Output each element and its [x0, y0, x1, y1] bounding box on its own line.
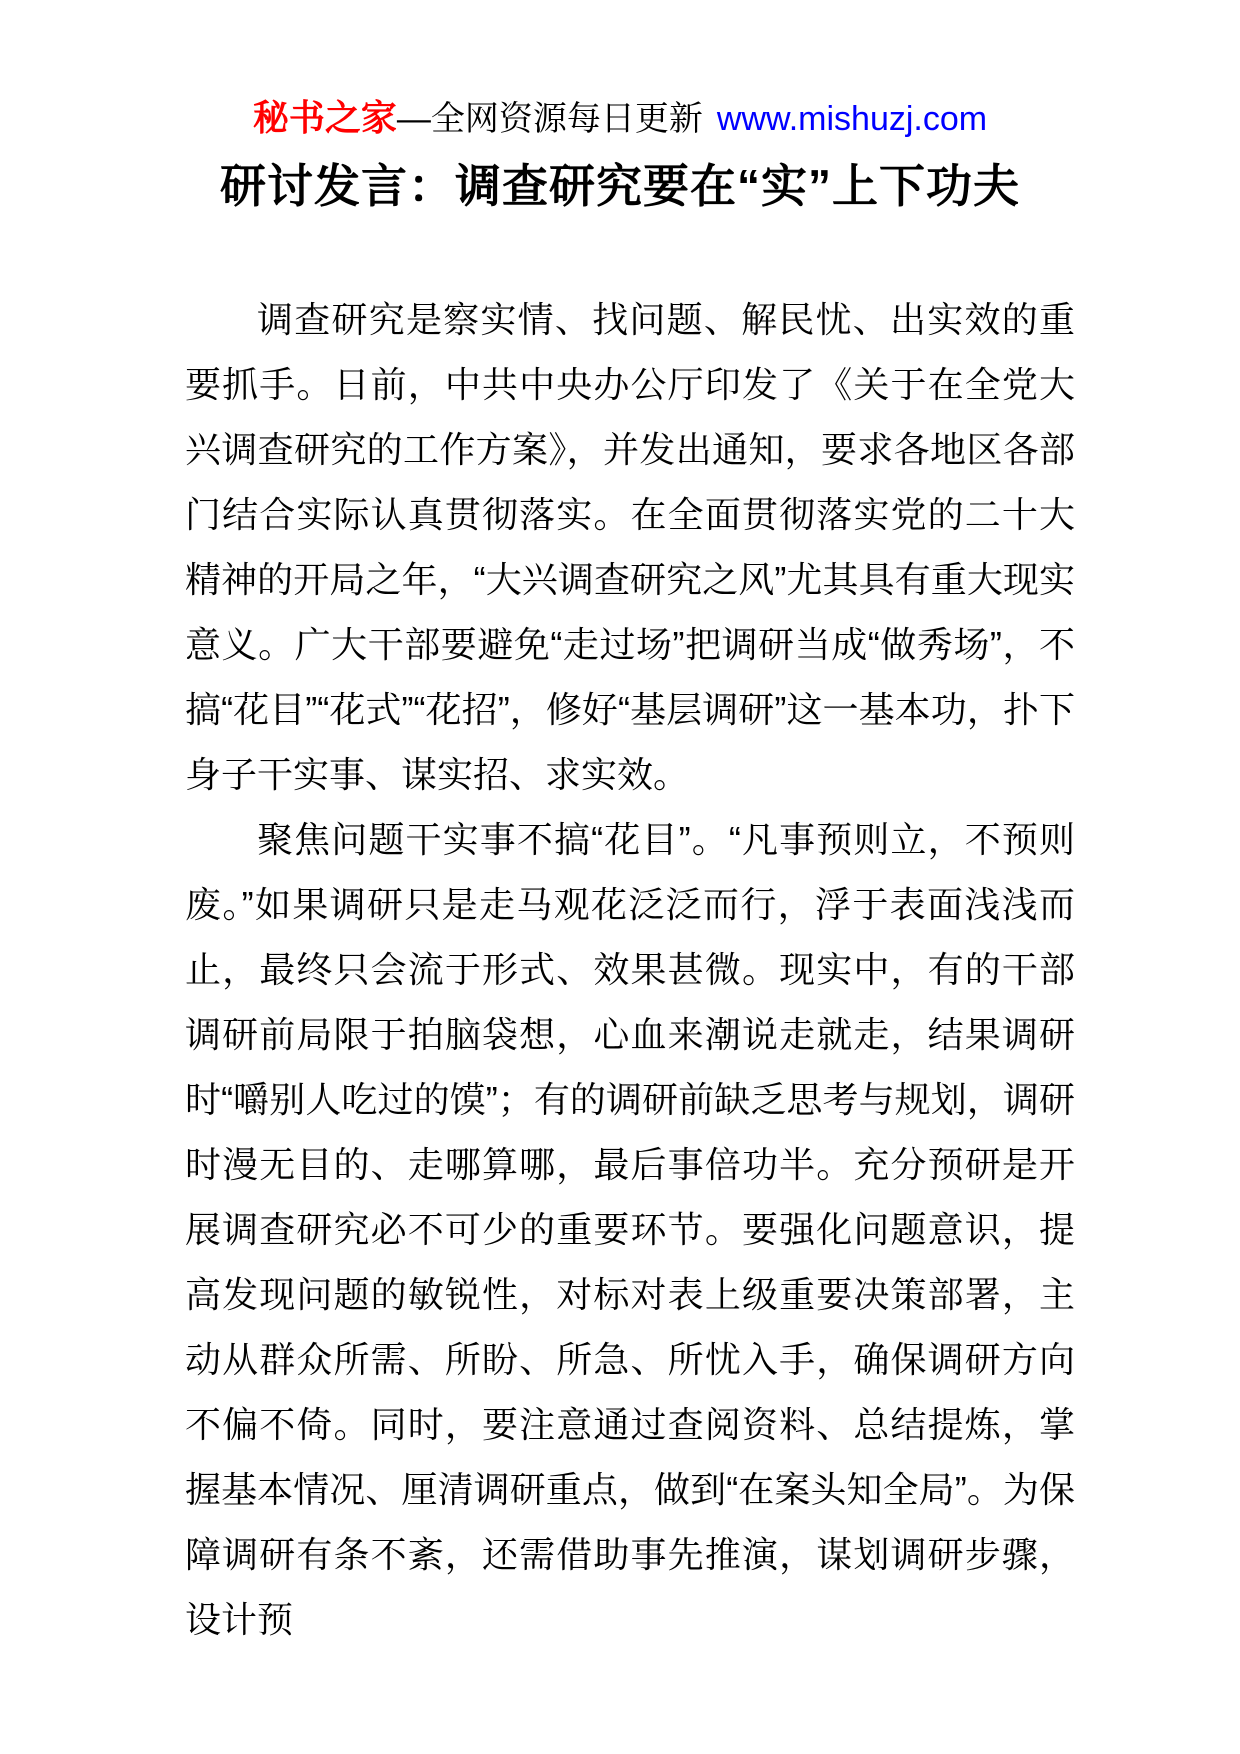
document-body [0, 287, 1240, 1652]
document-title: 研讨发言：调查研究要在“实”上下功夫 [220, 160, 1020, 212]
header-tagline: 全网资源每日更新 [430, 100, 703, 138]
paragraph-1: 调查研究是察实情、找问题、解民忧、出实效的重要抓手。日前，中共中央办公厅印发了《关于在全党大兴调查研究的工作方案》，并发出通知，要求各地区各部门结合实际认真贯彻落实。在全面贯彻落实党的二十大精神的开局之年，“大兴调查研究之风”尤其具有重大现实意义。广大干部要避免“走过场”把调研当成“做秀场”，不搞“花目”“花式”“花招”，修好“基层调研”这一基本功，扑下身子干实事、谋实招、求实效。 [185, 299, 1075, 795]
site-url-link[interactable]: www.mishuzj.com [716, 100, 988, 138]
site-name: 秘书之家 [252, 97, 397, 138]
paragraph-2: 聚焦问题干实事不搞“花目”。“凡事预则立，不预则废。”如果调研只是走马观花泛泛而行，浮于表面浅浅而止，最终只会流于形式、效果甚微。现实中，有的干部调研前局限于拍脑袋想，心血来潮说走就走，结果调研时“嚼别人吃过的馍”；有的调研前缺乏思考与规划，调研时漫无目的、走哪算哪，最后事倍功半。充分预研是开展调查研究必不可少的重要环节。要强化问题意识，提高发现问题的敏锐性，对标对表上级重要决策部署，主动从群众所需、所盼、所急、所忧入手，确保调研方向不偏不倚。同时，要注意通过查阅资料、总结提炼，掌握基本情况、厘清调研重点，做到“在案头知全局”。为保障调研有条不紊，还需借助事先推演，谋划调研步骤，设计预 [185, 819, 1075, 1640]
header-separator: — [396, 100, 431, 138]
site-header [0, 0, 1240, 141]
